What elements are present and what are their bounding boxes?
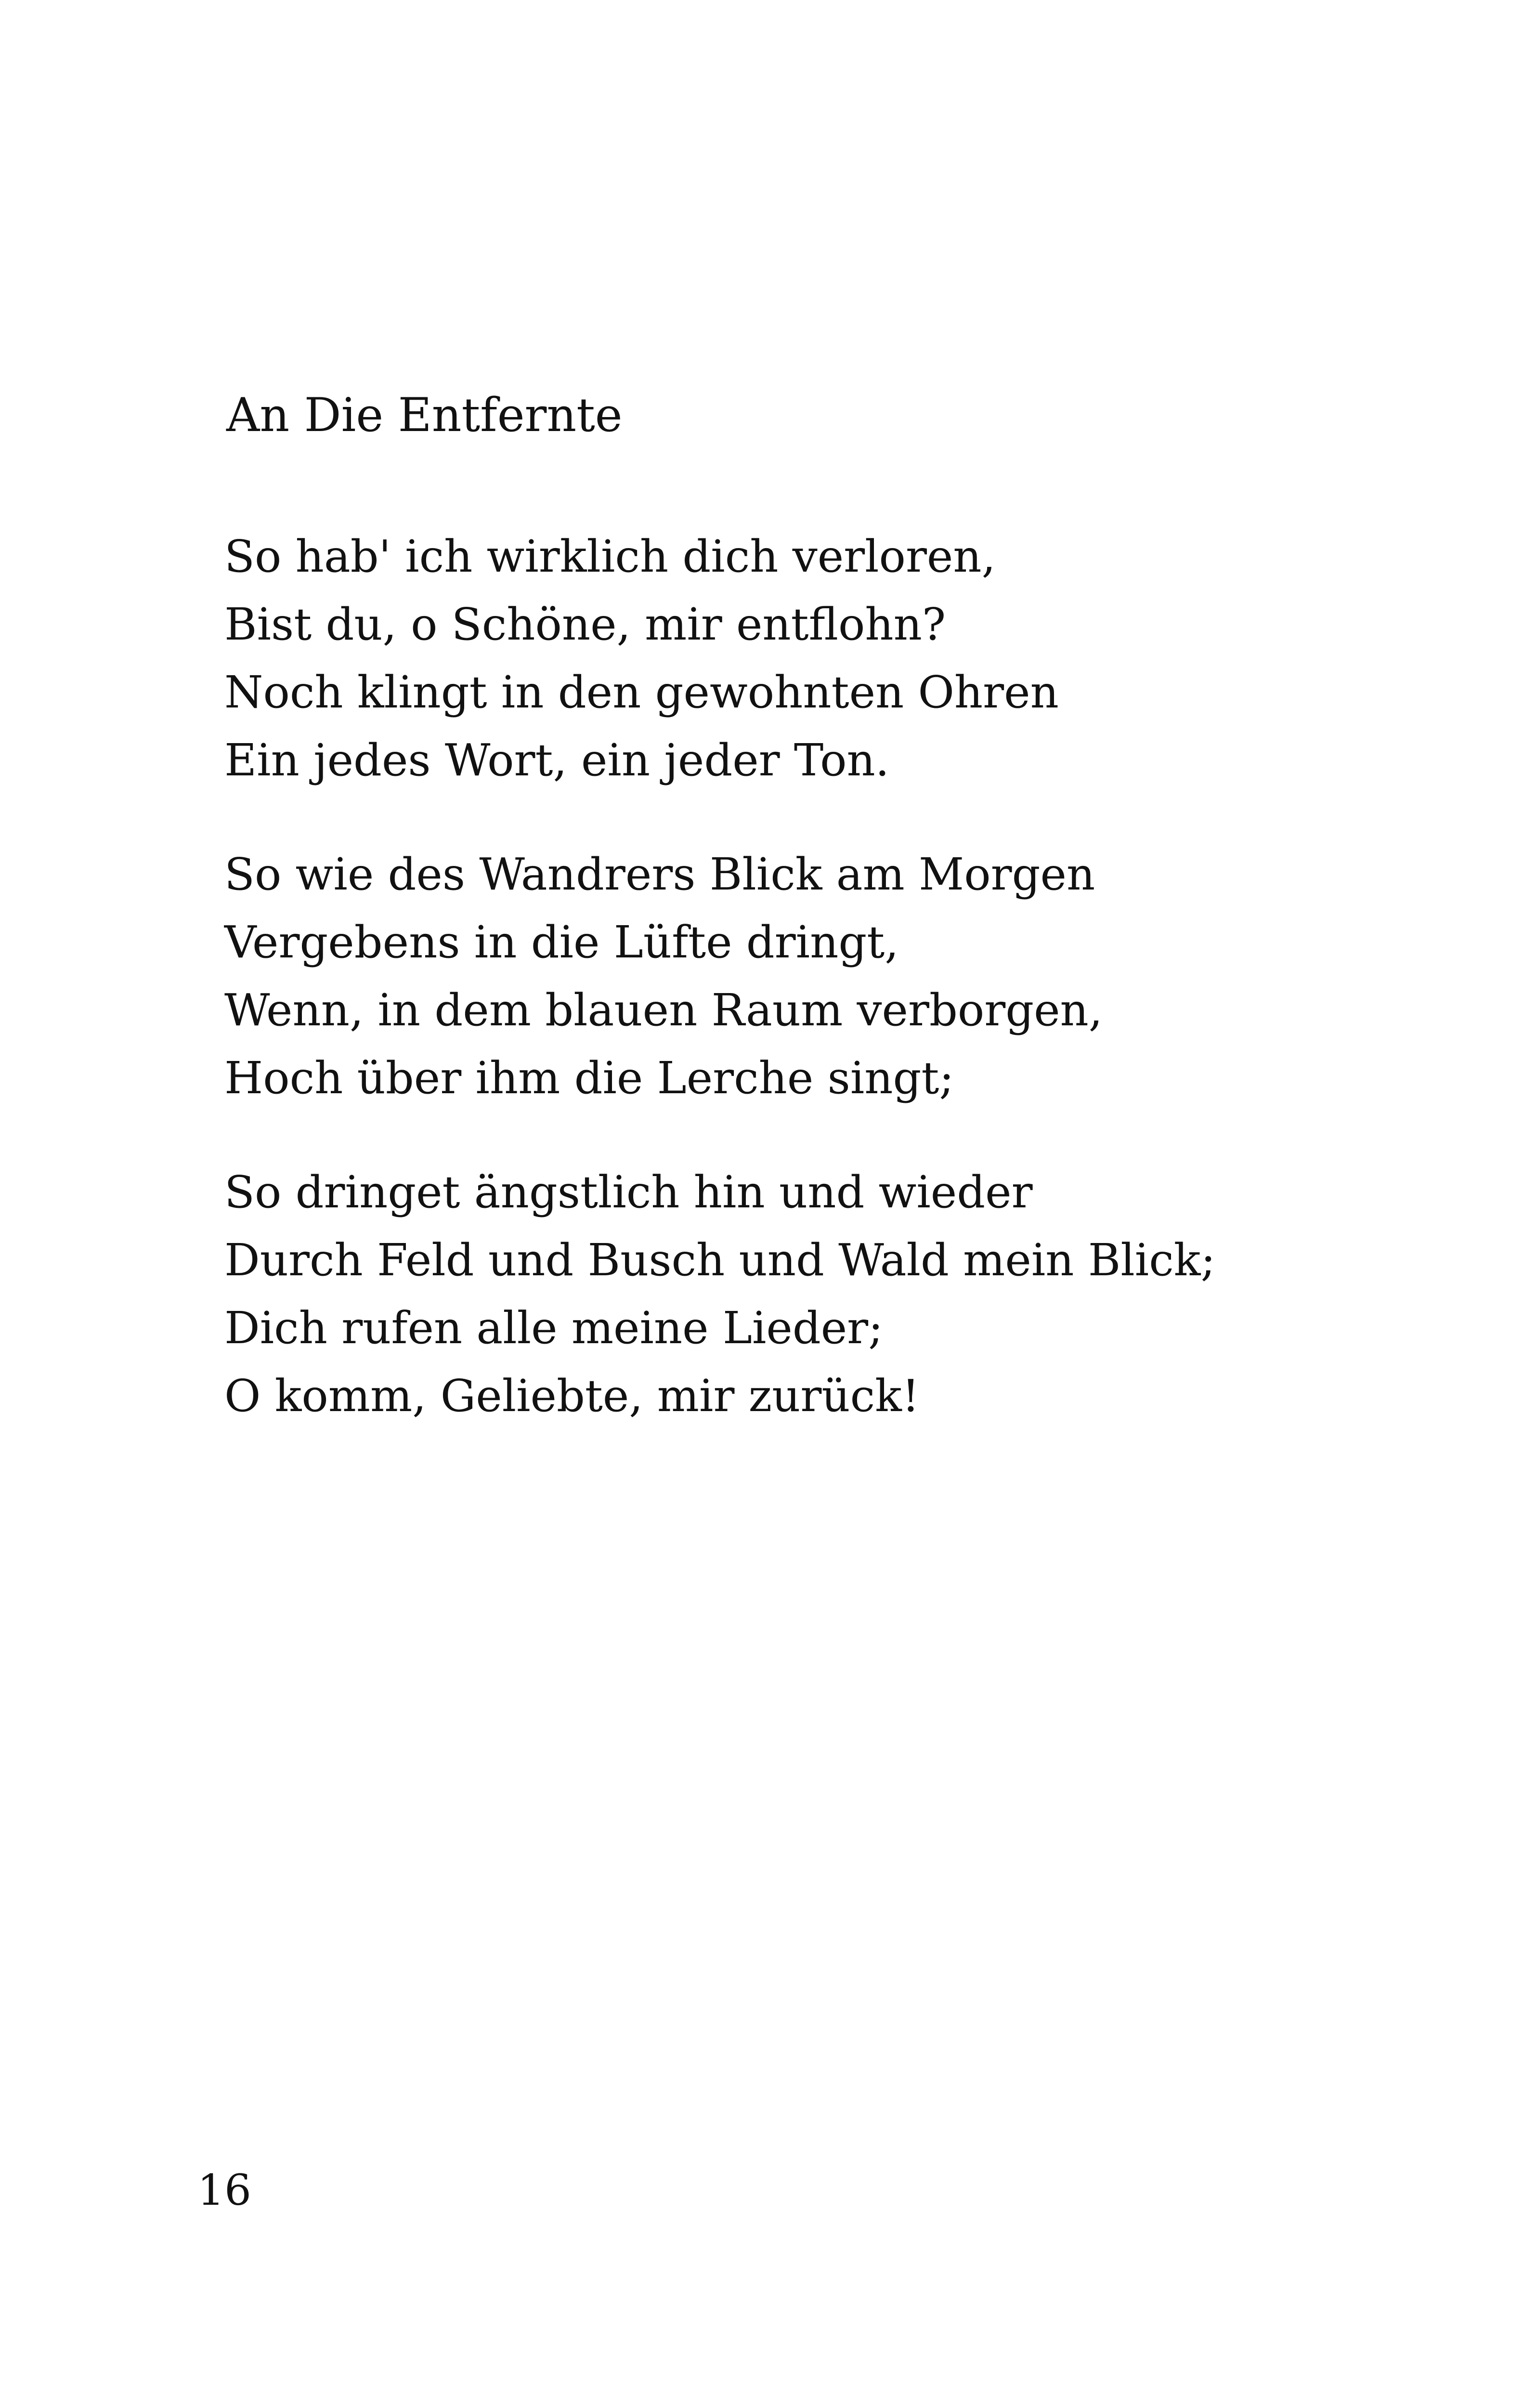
verse-line: Durch Feld und Busch und Wald mein Blick;	[224, 1234, 1216, 1286]
page-number: 16	[197, 2165, 251, 2215]
verse-line: Dich rufen alle meine Lieder;	[224, 1302, 884, 1354]
verse-line: Ein jedes Wort, ein jeder Ton.	[224, 734, 889, 786]
stanza-3	[224, 1158, 1216, 1430]
verse-line: So wie des Wandrers Blick am Morgen	[224, 849, 1095, 900]
verse-line: So dringet ängstlich hin und wieder	[224, 1166, 1033, 1218]
verse-line: Hoch über ihm die Lerche singt;	[224, 1052, 954, 1104]
verse-line: Bist du, o Schöne, mir entflohn?	[224, 599, 946, 650]
verse-line: Wenn, in dem blauen Raum verborgen,	[224, 984, 1103, 1036]
poem-title: An Die Entfernte	[226, 388, 623, 442]
verse-line: O komm, Geliebte, mir zurück!	[224, 1370, 920, 1422]
stanza-2	[224, 840, 1103, 1112]
stanza-1	[224, 523, 1059, 794]
verse-line: Noch klingt in den gewohnten Ohren	[224, 667, 1059, 718]
verse-line: Vergebens in die Lüfte dringt,	[224, 916, 899, 968]
verse-line: So hab' ich wirklich dich verloren,	[224, 531, 996, 582]
